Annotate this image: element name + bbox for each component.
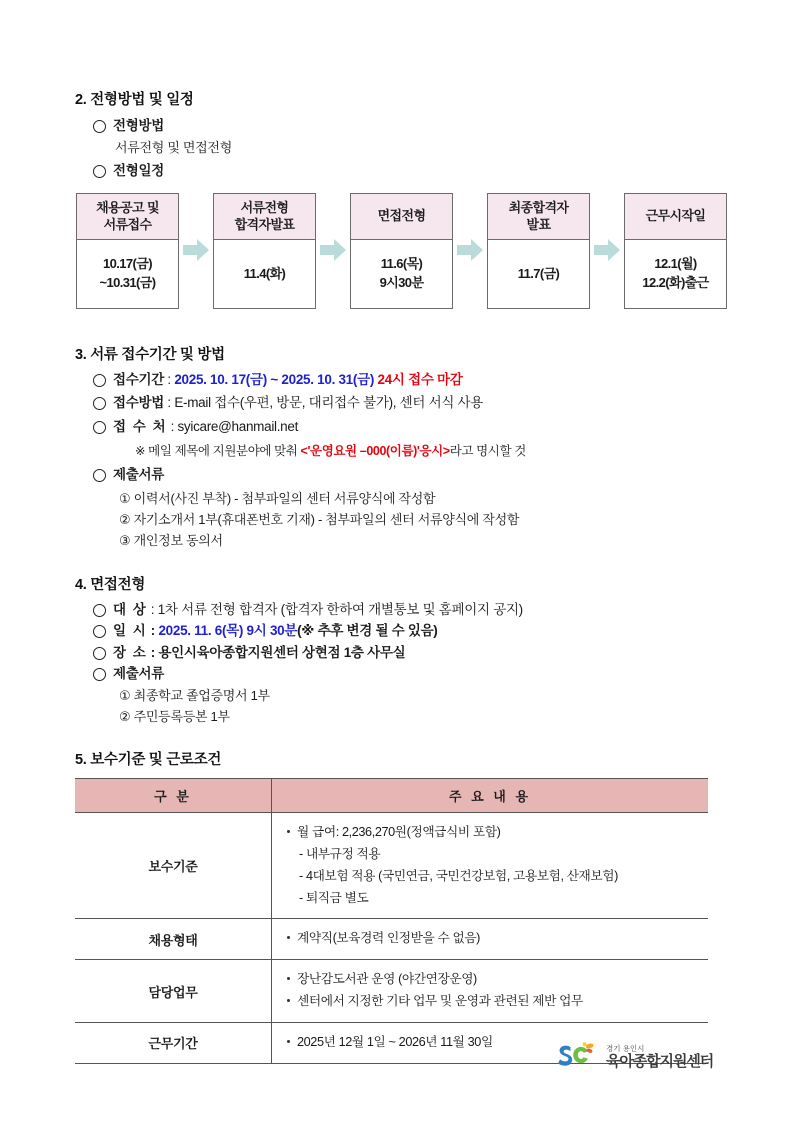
flow-step-5-body-line2: 12.2(화)출근 [642, 275, 709, 290]
flow-step-5-body-line1: 12.1(월) [654, 256, 697, 272]
table-cell-content [272, 960, 709, 1023]
section-4-document-list [119, 685, 785, 727]
flow-step-1-body-line2: ~10.31(금) [99, 275, 156, 290]
circle-bullet-icon [93, 625, 106, 638]
section-3-document-list [119, 488, 785, 551]
section-2-item1-label: 전형방법 [113, 118, 164, 133]
flow-arrow-3-icon [453, 193, 487, 307]
table-cell-line: 2025년 12월 1일 ~ 2026년 11월 30일 [286, 1032, 708, 1054]
flow-step-3-body-line2: 9시30분 [379, 275, 424, 290]
flow-step-5-header [625, 194, 726, 240]
logo-big-text: 육아종합지원센터 [606, 1053, 714, 1071]
section-4-row2-label: 일 시 [113, 623, 148, 639]
flow-step-5-header-line1: 근무시작일 [645, 208, 706, 224]
section-4-row2-note: (※ 추후 변경 될 수 있음) [297, 623, 438, 639]
flow-step-2 [213, 193, 316, 309]
section-4-row4-label: 제출서류 [113, 665, 164, 681]
flow-step-3 [350, 193, 453, 309]
flow-step-4-header-line1: 최종합격자 [508, 200, 569, 216]
table-cell-line: 월 급여: 2,236,270원(정액급식비 포함) [286, 822, 708, 844]
section-4-row-target [93, 600, 785, 620]
flow-step-4-header-line2: 발표 [526, 216, 551, 232]
logo-small-text: 경기 용인시 [606, 1043, 645, 1053]
table-cell-line: 계약직(보육경력 인정받을 수 없음) [286, 928, 708, 950]
section-3-row3-label: 접 수 처 [113, 418, 168, 434]
flow-step-2-header [214, 194, 315, 240]
list-item: ① 최종학교 졸업증명서 1부 [119, 688, 270, 703]
circle-bullet-icon [93, 647, 106, 660]
table-cell-line: - 4대보험 적용 (국민연금, 국민건강보험, 고용보험, 산재보험) [299, 868, 618, 883]
table-cell-line: 센터에서 지정한 기타 업무 및 운영과 관련된 제반 업무 [286, 991, 708, 1013]
table-cell-category: 채용형태 [75, 919, 272, 960]
table-cell-content [272, 813, 709, 919]
flow-step-3-body [351, 240, 452, 308]
circle-bullet-icon [93, 165, 106, 178]
selection-schedule-flowchart [76, 193, 727, 309]
section-3-note-suffix: 라고 명시할 것 [449, 443, 526, 458]
table-header-category: 구 분 [75, 779, 272, 813]
section-2-selection-method [75, 88, 775, 182]
section-2-item-selection-method [93, 116, 775, 136]
flow-step-1-header-line2: 서류접수 [103, 216, 152, 232]
table-row [75, 813, 708, 919]
section-3-row-method [93, 393, 785, 413]
section-4-row-datetime [93, 621, 785, 641]
section-3-row1-deadline: 24시 접수 마감 [377, 372, 463, 387]
section-2-title: 2. 전형방법 및 일정 [75, 92, 194, 108]
table-cell-line: - 퇴직금 별도 [299, 890, 369, 905]
flow-step-5 [624, 193, 727, 309]
flow-step-5-body [625, 240, 726, 308]
list-item: ② 주민등록등본 1부 [119, 709, 230, 725]
logo-text [606, 1045, 713, 1070]
section-4-row1-value: : 1차 서류 전형 합격자 (합격자 한하여 개별통보 및 홈페이지 공지) [147, 602, 523, 617]
flow-step-1-header [77, 194, 178, 240]
list-item: ① 이력서(사진 부착) - 첨부파일의 센터 서류양식에 작성함 [119, 491, 436, 506]
section-3-application [75, 343, 785, 551]
flow-step-1 [76, 193, 179, 309]
circle-bullet-icon [93, 421, 106, 434]
section-4-interview-datetime: 2025. 11. 6(목) 9시 30분 [158, 623, 298, 639]
table-row [75, 960, 708, 1023]
list-item: ② 자기소개서 1부(휴대폰번호 기재) - 첨부파일의 센터 서류양식에 작성함 [119, 512, 520, 528]
flow-step-2-header-line2: 합격자발표 [234, 216, 295, 232]
section-3-row-email [93, 417, 785, 437]
flow-step-1-body-line1: 10.17(금) [103, 256, 152, 272]
section-3-note-highlight: <'운영요원 –000(이름)'응시> [300, 443, 450, 458]
circle-bullet-icon [93, 120, 106, 133]
section-4-row3-label: 장 소 [113, 644, 148, 660]
table-cell-category: 보수기준 [75, 813, 272, 919]
table-header-content: 주 요 내 용 [272, 779, 709, 813]
circle-bullet-icon [93, 374, 106, 387]
section-4-interview [75, 573, 785, 727]
section-4-row3-value: : 용인시육아종합지원센터 상현점 1층 사무실 [147, 644, 406, 660]
table-cell-category: 근무기간 [75, 1022, 272, 1063]
flow-step-4-body [488, 240, 589, 308]
section-3-row-period [93, 370, 785, 390]
flow-step-3-header [351, 194, 452, 240]
section-3-subject-note [135, 441, 785, 459]
sc-logo-icon [556, 1042, 602, 1072]
circle-bullet-icon [93, 668, 106, 681]
table-cell-line: 장난감도서관 운영 (야간연장운영) [286, 969, 708, 991]
flow-step-3-body-line1: 11.6(목) [380, 256, 423, 272]
flow-arrow-4-icon [590, 193, 624, 307]
circle-bullet-icon [93, 397, 106, 410]
section-3-title: 3. 서류 접수기간 및 방법 [75, 347, 225, 363]
section-3-row1-dates: 2025. 10. 17(금) ~ 2025. 10. 31(금) [174, 372, 375, 387]
list-item: ③ 개인정보 동의서 [119, 533, 223, 549]
circle-bullet-icon [93, 604, 106, 617]
section-3-row2-label: 접수방법 [113, 395, 164, 411]
section-3-note-prefix: ※ 메일 제목에 지원분야에 맞춰 [135, 443, 301, 458]
table-header-row [75, 779, 708, 813]
flow-step-1-header-line1: 채용공고 및 [96, 200, 159, 216]
table-cell-content [272, 919, 709, 960]
section-3-row2-value: : E-mail 접수(우편, 방문, 대리접수 불가), 센터 서식 사용 [163, 395, 484, 411]
section-3-row1-colon: : [163, 372, 175, 387]
section-4-row1-label: 대 상 [113, 602, 148, 617]
section-4-row-location [93, 643, 785, 663]
flow-step-1-body [77, 240, 178, 308]
circle-bullet-icon [93, 469, 106, 482]
center-logo [556, 1042, 713, 1072]
section-4-row2-colon: : [147, 623, 159, 639]
section-4-title: 4. 면접전형 [75, 577, 146, 593]
section-3-row-documents [93, 465, 785, 485]
table-row [75, 919, 708, 960]
flow-step-2-header-line1: 서류전형 [240, 200, 289, 216]
flow-step-4-body-line1: 11.7(금) [517, 265, 560, 281]
flow-step-2-body [214, 240, 315, 308]
section-5-compensation [75, 748, 785, 1064]
flow-arrow-2-icon [316, 193, 350, 307]
section-4-row-documents [93, 664, 785, 684]
flow-step-4 [487, 193, 590, 309]
flow-step-2-body-line1: 11.4(화) [243, 265, 286, 281]
section-3-email-address: : syicare@hanmail.net [167, 418, 299, 434]
flow-step-4-header [488, 194, 589, 240]
section-2-item1-detail: 서류전형 및 면접전형 [115, 140, 232, 156]
section-2-item2-label: 전형일정 [113, 163, 164, 179]
compensation-table [75, 778, 708, 1064]
table-cell-line: - 내부규정 적용 [299, 846, 381, 861]
flow-arrow-1-icon [179, 193, 213, 307]
table-cell-category: 담당업무 [75, 960, 272, 1023]
section-3-row4-label: 제출서류 [113, 466, 164, 482]
flow-step-3-header-line1: 면접전형 [377, 208, 426, 224]
section-3-row1-label: 접수기간 [113, 372, 164, 387]
section-5-title: 5. 보수기준 및 근로조건 [75, 752, 222, 768]
section-2-item-schedule [93, 161, 775, 181]
